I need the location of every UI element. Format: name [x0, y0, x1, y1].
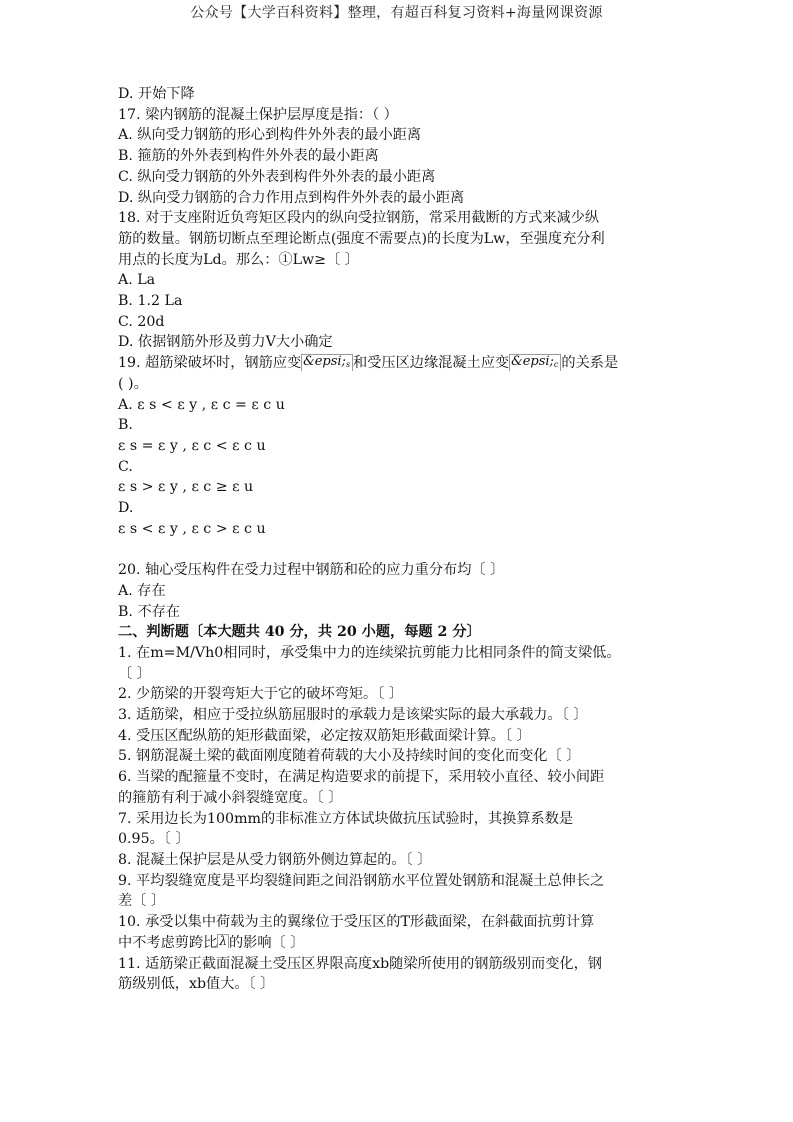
q19-stem-part2: 和受压区边缘混凝土应变 [353, 355, 510, 372]
q19-stem-part3: 的关系是 [561, 355, 619, 372]
tf-q5: 5. 钢筋混凝土梁的截面刚度随着荷载的大小及持续时间的变化而变化〔 〕 [118, 748, 581, 765]
q18-option-d: D. 依据钢筋外形及剪力V大小确定 [118, 334, 333, 351]
q20-option-a: A. 存在 [118, 582, 166, 599]
q19-option-d: ε s < ε y , ε c > ε c u [118, 520, 266, 537]
q19-stem-part1: 19. 超筋梁破坏时，钢筋应变 [118, 355, 302, 372]
q19-option-b-label: B. [118, 417, 133, 434]
tf-q7-line2: 0.95。〔 〕 [118, 831, 190, 848]
tf-q3: 3. 适筋梁，相应于受拉纵筋屈服时的承载力是该梁实际的最大承载力。〔 〕 [118, 707, 588, 724]
q19-option-c-label: C. [118, 458, 133, 475]
tf-q10-line2 [118, 933, 678, 954]
q18-option-a: A. La [118, 272, 156, 289]
q19-option-d-label: D. [118, 500, 134, 517]
tf-q7-line1: 7. 采用边长为100mm的非标准立方体试块做抗压试验时，其换算系数是 [118, 810, 574, 827]
lambda-image: λ [219, 933, 227, 948]
q18-stem-line2: 筋的数量。钢筋切断点至理论断点(强度不需要点)的长度为Lw，至强度充分利 [118, 230, 605, 247]
tf-q8: 8. 混凝土保护层是从受力钢筋外侧边算起的。〔 〕 [118, 852, 432, 868]
q19-option-c: ε s > ε y , ε c ≥ ε u [118, 479, 254, 496]
q18-option-b: B. 1.2 La [118, 293, 183, 310]
tf-q6-line1: 6. 当梁的配箍量不变时，在满足构造要求的前提下，采用较小直径、较小间距 [118, 769, 605, 786]
tf-q2: 2. 少筋梁的开裂弯矩大于它的破坏弯矩。〔 〕 [118, 686, 404, 703]
q17-option-a: A. 纵向受力钢筋的形心到构件外外表的最小距离 [118, 127, 422, 144]
tf-q10-part1: 中不考虑剪跨比 [118, 934, 218, 951]
q19-stem-line2: ( )。 [118, 375, 148, 392]
q18-option-c: C. 20d [118, 313, 165, 330]
q17-stem: 17. 梁内钢筋的混凝土保护层厚度是指：（ ） [118, 106, 398, 123]
blank-line [118, 539, 678, 560]
q20-option-b: B. 不存在 [118, 603, 181, 620]
epsilon-s-image: &epsi;s [301, 354, 353, 371]
tf-q11-line1: 11. 适筋梁正截面混凝土受压区界限高度xb随梁所使用的钢筋级别而变化，钢 [118, 955, 602, 972]
q16-option-d: D. 开始下降 [118, 86, 195, 102]
q18-stem-line1: 18. 对于支座附近负弯矩区段内的纵向受拉钢筋，常采用截断的方式来减少纵 [118, 210, 600, 227]
q18-stem-line3: 用点的长度为Ld。那么：①Lw≥〔 〕 [118, 251, 359, 268]
tf-q1-line2: 〔 〕 [118, 665, 151, 682]
document-body [118, 84, 678, 995]
section-2-title: 二、判断题〔本大题共 40 分，共 20 小题，每题 2 分〕 [118, 624, 481, 641]
tf-q9-line1: 9. 平均裂缝宽度是平均裂缝间距之间沿钢筋水平位置处钢筋和混凝土总伸长之 [118, 872, 605, 889]
tf-q10-line1: 10. 承受以集中荷载为主的翼缘位于受压区的T形截面梁，在斜截面抗剪计算 [118, 914, 595, 931]
q19-stem-line1 [118, 353, 678, 374]
page-header: 公众号【大学百科资料】整理，有超百科复习资料+海量网课资源 [190, 5, 603, 21]
q17-option-d: D. 纵向受力钢筋的合力作用点到构件外外表的最小距离 [118, 189, 465, 206]
tf-q6-line2: 的箍筋有利于减小斜裂缝宽度。〔 〕 [118, 789, 343, 806]
q19-option-a: A. ε s < ε y , ε c = ε c u [118, 396, 285, 413]
tf-q11-line2: 筋级别低，xb值大。〔 〕 [118, 976, 275, 993]
tf-q10-part2: 的影响〔 〕 [228, 934, 305, 951]
epsilon-c-image: &epsi;c [509, 354, 561, 371]
q19-option-b: ε s = ε y , ε c < ε c u [118, 437, 266, 454]
q17-option-b: B. 箍筋的外外表到构件外外表的最小距离 [118, 148, 379, 165]
tf-q4: 4. 受压区配纵筋的矩形截面梁，必定按双筋矩形截面梁计算。〔 〕 [118, 727, 531, 744]
tf-q9-line2: 差〔 〕 [118, 893, 166, 910]
q17-option-c: C. 纵向受力钢筋的外外表到构件外外表的最小距离 [118, 168, 436, 185]
tf-q1-line1: 1. 在m=M/Vh0相同时，承受集中力的连续梁抗剪能力比相同条件的简支梁低。 [118, 644, 621, 661]
q20-stem: 20. 轴心受压构件在受力过程中钢筋和砼的应力重分布均〔 〕 [118, 562, 505, 579]
